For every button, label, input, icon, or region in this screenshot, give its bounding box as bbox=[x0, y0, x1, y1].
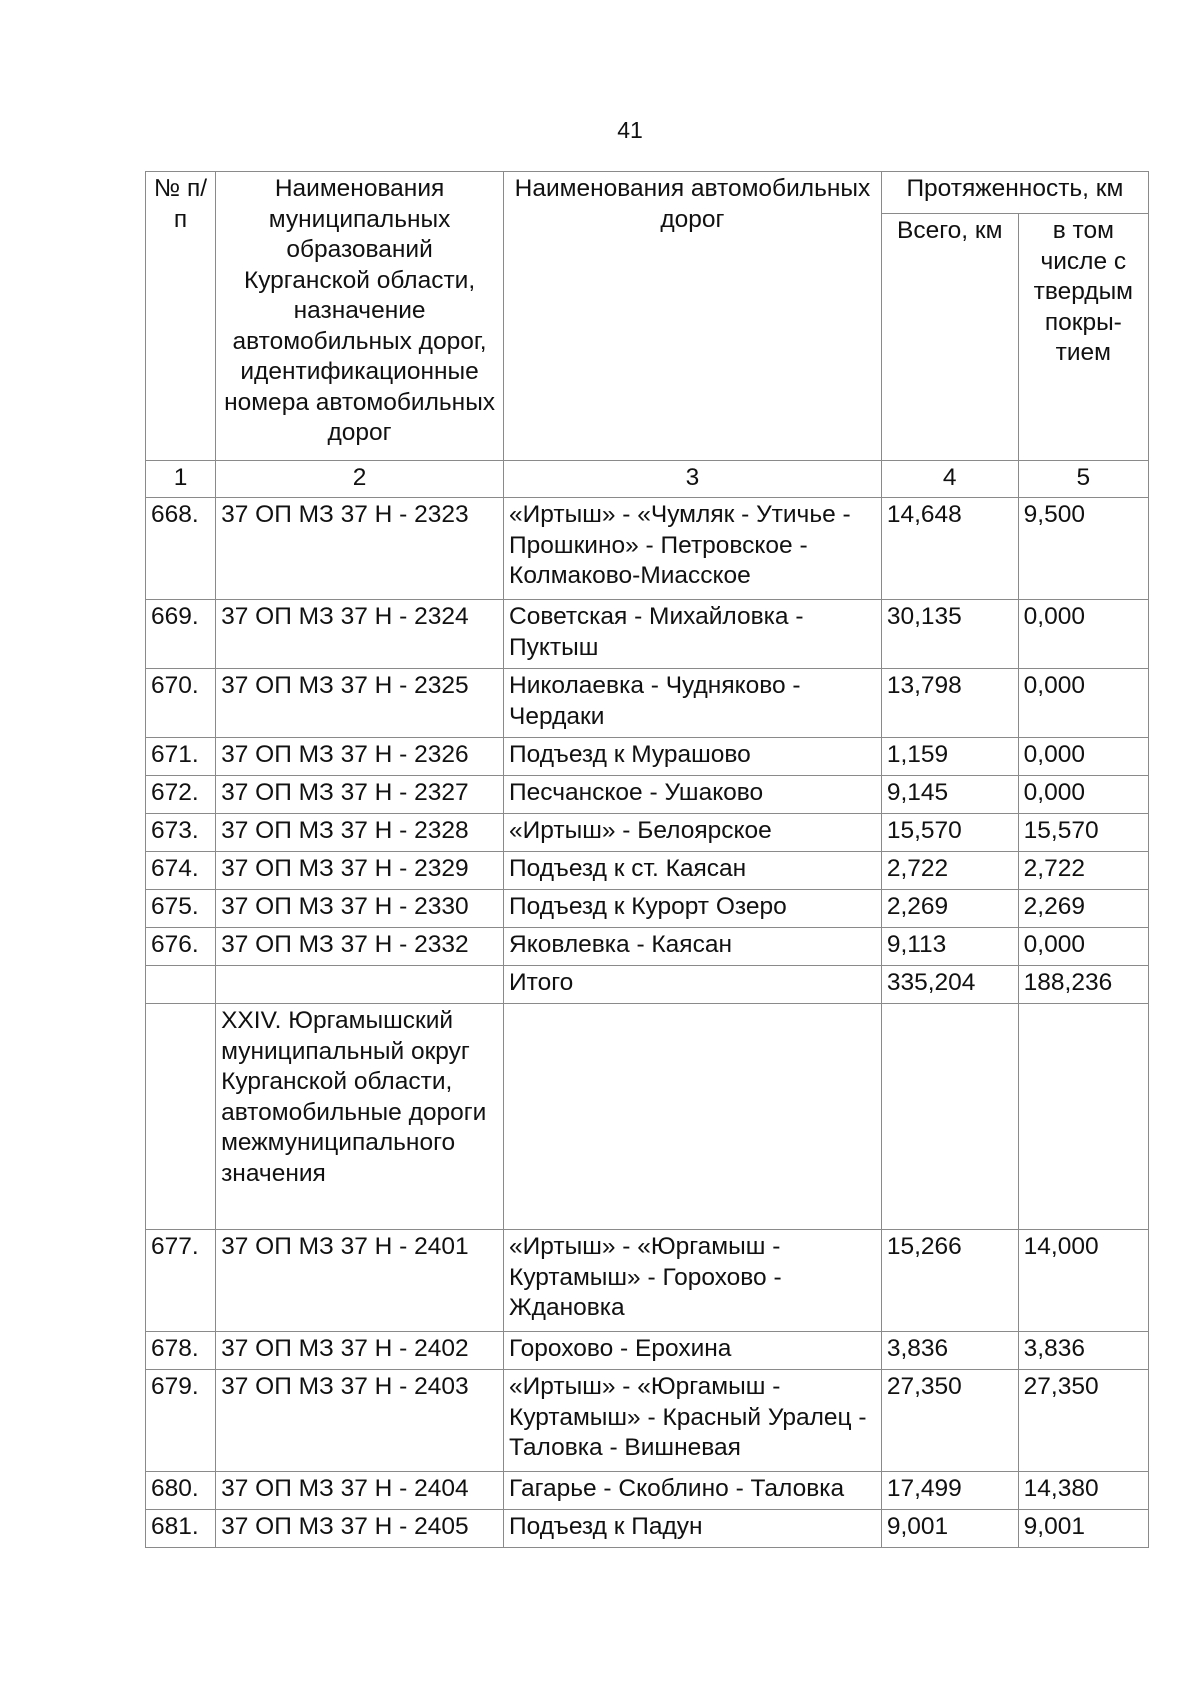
length-paved: 3,836 bbox=[1018, 1332, 1148, 1370]
length-total: 17,499 bbox=[881, 1472, 1018, 1510]
length-paved: 0,000 bbox=[1018, 928, 1148, 966]
road-id: 37 ОП МЗ 37 Н - 2332 bbox=[216, 928, 504, 966]
table-row bbox=[146, 600, 1149, 669]
row-number: 673. bbox=[146, 814, 216, 852]
table-row bbox=[146, 1332, 1149, 1370]
length-paved: 9,001 bbox=[1018, 1510, 1148, 1548]
subtotal-total: 335,204 bbox=[881, 966, 1018, 1004]
length-total: 15,266 bbox=[881, 1230, 1018, 1332]
length-total: 1,159 bbox=[881, 738, 1018, 776]
header-road-name: Наименования автомобильных дорог bbox=[504, 172, 882, 461]
empty-cell bbox=[216, 966, 504, 1004]
length-total: 14,648 bbox=[881, 498, 1018, 600]
road-id: 37 ОП МЗ 37 Н - 2330 bbox=[216, 890, 504, 928]
subtotal-paved: 188,236 bbox=[1018, 966, 1148, 1004]
header-length: Протяженность, км bbox=[881, 172, 1148, 214]
road-id: 37 ОП МЗ 37 Н - 2405 bbox=[216, 1510, 504, 1548]
table-row bbox=[146, 1370, 1149, 1472]
table-row bbox=[146, 814, 1149, 852]
length-paved: 0,000 bbox=[1018, 600, 1148, 669]
table-row bbox=[146, 1230, 1149, 1332]
row-number: 669. bbox=[146, 600, 216, 669]
road-name: «Иртыш» - «Чумляк - Утичье - Прошкино» - Петровское - Колмаково-Миасское bbox=[504, 498, 882, 600]
empty-cell bbox=[881, 1004, 1018, 1230]
length-total: 9,001 bbox=[881, 1510, 1018, 1548]
row-number: 676. bbox=[146, 928, 216, 966]
table-row bbox=[146, 1510, 1149, 1548]
row-number: 668. bbox=[146, 498, 216, 600]
row-number: 680. bbox=[146, 1472, 216, 1510]
table-row bbox=[146, 1472, 1149, 1510]
row-number: 674. bbox=[146, 852, 216, 890]
section-row bbox=[146, 1004, 1149, 1230]
header-total: Всего, км bbox=[881, 214, 1018, 461]
length-paved: 0,000 bbox=[1018, 776, 1148, 814]
row-number: 675. bbox=[146, 890, 216, 928]
road-id: 37 ОП МЗ 37 Н - 2325 bbox=[216, 669, 504, 738]
length-total: 30,135 bbox=[881, 600, 1018, 669]
empty-cell bbox=[504, 1004, 882, 1230]
road-name: «Иртыш» - Белоярское bbox=[504, 814, 882, 852]
empty-cell bbox=[146, 1004, 216, 1230]
length-total: 15,570 bbox=[881, 814, 1018, 852]
road-name: Горохово - Ерохина bbox=[504, 1332, 882, 1370]
road-id: 37 ОП МЗ 37 Н - 2326 bbox=[216, 738, 504, 776]
subtotal-label: Итого bbox=[504, 966, 882, 1004]
page-number: 41 bbox=[617, 117, 643, 143]
row-number: 681. bbox=[146, 1510, 216, 1548]
header-paved: в том числе с твердым покры-тием bbox=[1018, 214, 1148, 461]
length-paved: 0,000 bbox=[1018, 669, 1148, 738]
table-row bbox=[146, 776, 1149, 814]
road-name: «Иртыш» - «Юргамыш - Куртамыш» - Горохово - Ждановка bbox=[504, 1230, 882, 1332]
length-total: 9,145 bbox=[881, 776, 1018, 814]
length-paved: 2,269 bbox=[1018, 890, 1148, 928]
road-name: Песчанское - Ушаково bbox=[504, 776, 882, 814]
section-title: XXIV. Юргамышский муниципальный округ Курганской области, автомобильные дороги межмуниципального значения bbox=[216, 1004, 504, 1230]
empty-cell bbox=[146, 966, 216, 1004]
length-total: 2,269 bbox=[881, 890, 1018, 928]
road-id: 37 ОП МЗ 37 Н - 2323 bbox=[216, 498, 504, 600]
road-name: Подъезд к Падун bbox=[504, 1510, 882, 1548]
road-name: Яковлевка - Каясан bbox=[504, 928, 882, 966]
empty-cell bbox=[1018, 1004, 1148, 1230]
road-id: 37 ОП МЗ 37 Н - 2324 bbox=[216, 600, 504, 669]
road-name: Подъезд к ст. Каясан bbox=[504, 852, 882, 890]
table-row bbox=[146, 738, 1149, 776]
row-number: 678. bbox=[146, 1332, 216, 1370]
road-name: Николаевка - Чудняково - Чердаки bbox=[504, 669, 882, 738]
length-total: 27,350 bbox=[881, 1370, 1018, 1472]
row-number: 671. bbox=[146, 738, 216, 776]
road-name: Подъезд к Курорт Озеро bbox=[504, 890, 882, 928]
road-name: Советская - Михайловка - Пуктыш bbox=[504, 600, 882, 669]
column-number: 4 bbox=[881, 461, 1018, 498]
road-id: 37 ОП МЗ 37 Н - 2401 bbox=[216, 1230, 504, 1332]
header-num: № п/п bbox=[146, 172, 216, 461]
road-id: 37 ОП МЗ 37 Н - 2328 bbox=[216, 814, 504, 852]
column-numbers-row bbox=[146, 461, 1149, 498]
row-number: 679. bbox=[146, 1370, 216, 1472]
column-number: 3 bbox=[504, 461, 882, 498]
road-name: Гагарье - Скоблино - Таловка bbox=[504, 1472, 882, 1510]
column-number: 2 bbox=[216, 461, 504, 498]
length-total: 2,722 bbox=[881, 852, 1018, 890]
length-paved: 14,000 bbox=[1018, 1230, 1148, 1332]
length-paved: 0,000 bbox=[1018, 738, 1148, 776]
length-paved: 15,570 bbox=[1018, 814, 1148, 852]
subtotal-row bbox=[146, 966, 1149, 1004]
length-paved: 9,500 bbox=[1018, 498, 1148, 600]
road-id: 37 ОП МЗ 37 Н - 2402 bbox=[216, 1332, 504, 1370]
road-id: 37 ОП МЗ 37 Н - 2327 bbox=[216, 776, 504, 814]
length-total: 3,836 bbox=[881, 1332, 1018, 1370]
row-number: 677. bbox=[146, 1230, 216, 1332]
length-paved: 14,380 bbox=[1018, 1472, 1148, 1510]
road-id: 37 ОП МЗ 37 Н - 2329 bbox=[216, 852, 504, 890]
column-number: 5 bbox=[1018, 461, 1148, 498]
table-row bbox=[146, 669, 1149, 738]
row-number: 672. bbox=[146, 776, 216, 814]
road-id: 37 ОП МЗ 37 Н - 2404 bbox=[216, 1472, 504, 1510]
road-id: 37 ОП МЗ 37 Н - 2403 bbox=[216, 1370, 504, 1472]
road-name: «Иртыш» - «Юргамыш - Куртамыш» - Красный Уралец - Таловка - Вишневая bbox=[504, 1370, 882, 1472]
table-row bbox=[146, 928, 1149, 966]
length-paved: 27,350 bbox=[1018, 1370, 1148, 1472]
table-row bbox=[146, 852, 1149, 890]
road-name: Подъезд к Мурашово bbox=[504, 738, 882, 776]
table-row bbox=[146, 498, 1149, 600]
header-municipality: Наименования муниципальных образований Курганской области, назначение автомобильных дорог, идентификационные номера автомобильных дорог bbox=[216, 172, 504, 461]
column-number: 1 bbox=[146, 461, 216, 498]
length-total: 9,113 bbox=[881, 928, 1018, 966]
table-row bbox=[146, 890, 1149, 928]
row-number: 670. bbox=[146, 669, 216, 738]
length-paved: 2,722 bbox=[1018, 852, 1148, 890]
length-total: 13,798 bbox=[881, 669, 1018, 738]
roads-table bbox=[145, 171, 1149, 1548]
